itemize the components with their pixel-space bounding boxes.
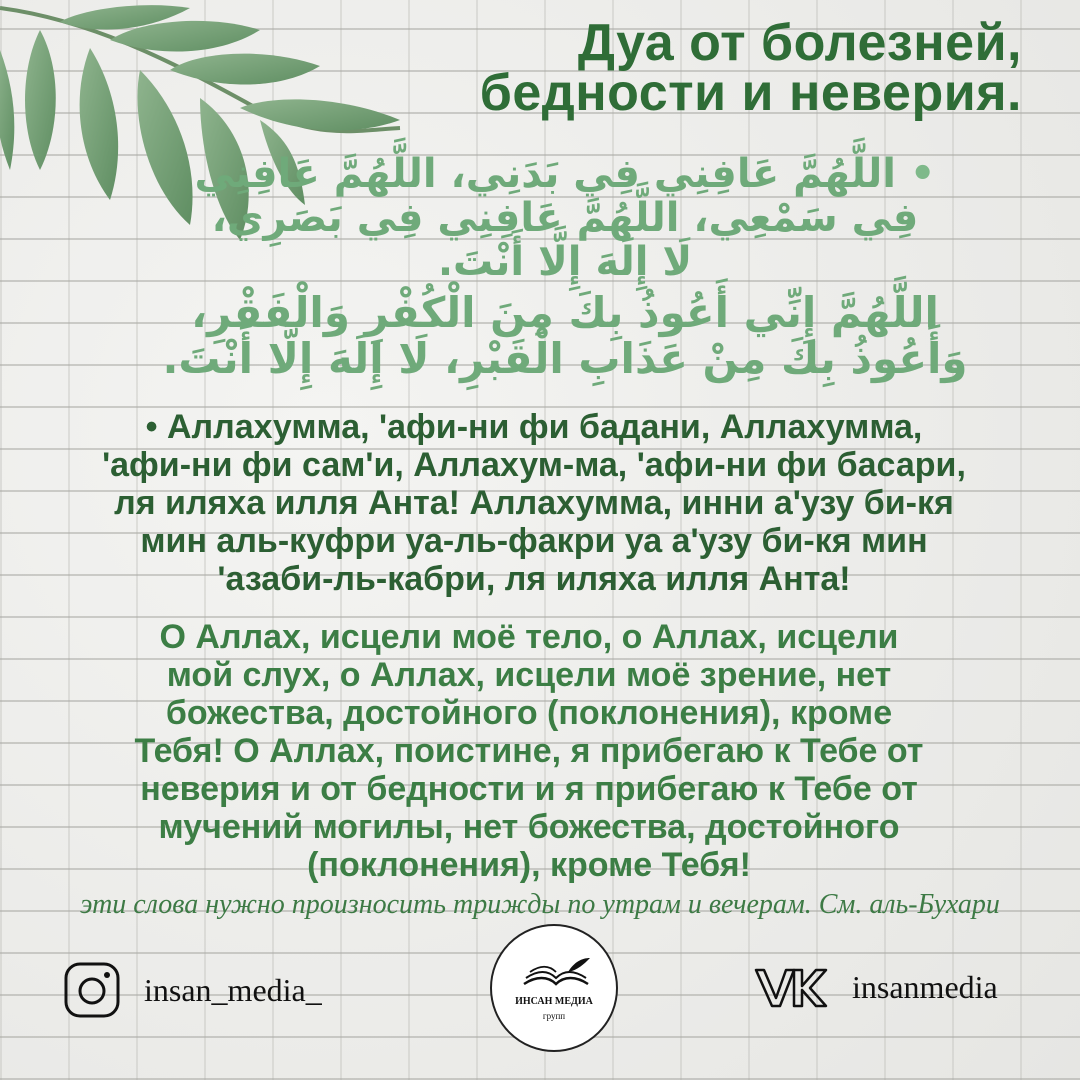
- translation-line-1: О Аллах, исцели моё тело, о Аллах, исцели: [159, 618, 899, 656]
- translation-line-6: мучений могилы, нет божества, достойного: [158, 808, 900, 846]
- logo-name: ИНСАН МЕДИА: [515, 996, 593, 1007]
- arabic-line-2: فِي سَمْعِي، اللَّهُمَّ عَافِنِي فِي بَصَرِي،: [211, 195, 919, 241]
- logo-subtitle: групп: [542, 1011, 566, 1021]
- vk-icon: [752, 962, 830, 1012]
- vk-link[interactable]: [752, 962, 998, 1012]
- arabic-bullet: •: [909, 151, 936, 197]
- brand-logo: [490, 924, 618, 1052]
- arabic-line-5: وَأَعُوذُ بِكَ مِنْ عَذَابِ الْقَبْرِ، لَا إِلَهَ إِلَّا أَنْتَ.: [162, 334, 968, 383]
- translit-line-3: ля иляха илля Анта! Аллахумма, инни а'узу би-кя: [114, 484, 954, 522]
- translation-line-2: мой слух, о Аллах, исцели моё зрение, нет: [166, 656, 892, 694]
- instagram-link[interactable]: [62, 960, 322, 1020]
- translit-line-4: мин аль-куфри уа-ль-факри уа а'узу би-кя мин: [140, 522, 928, 560]
- vk-handle: insanmedia: [852, 968, 998, 1005]
- arabic-line-1: اللَّهُمَّ عَافِنِي فِي بَدَنِي، اللَّهُمَّ عَافِنِي: [194, 151, 896, 197]
- source-note: эти слова нужно произносить трижды по утрам и вечерам. См. аль-Бухари: [80, 889, 1000, 920]
- page-title: [382, 14, 1022, 122]
- arabic-line-4: اللَّهُمَّ إِنِّي أَعُوذُ بِكَ مِنَ الْكُفْرِ وَالْفَقْرِ،: [191, 288, 939, 337]
- translit-line-5: 'азаби-ль-кабри, ля иляха илля Анта!: [217, 560, 851, 598]
- transliteration-block: [24, 408, 1044, 598]
- translation-line-5: неверия и от бедности и я прибегаю к Тебе от: [140, 770, 918, 808]
- arabic-dua-part-2: [100, 290, 1030, 382]
- arabic-dua-part-1: [100, 152, 1030, 284]
- translation-line-3: божества, достойного (поклонения), кроме: [165, 694, 893, 732]
- title-line-2: бедности и неверия.: [479, 64, 1022, 122]
- instagram-handle: insan_media_: [144, 971, 322, 1008]
- arabic-line-3: لَا إِلَهَ إِلَّا أَنْتَ.: [437, 239, 693, 285]
- title-line-1: Дуа от болезней,: [577, 14, 1022, 72]
- book-icon: [520, 956, 592, 990]
- translation-block: [24, 618, 1034, 884]
- instagram-icon: [62, 960, 122, 1020]
- translit-line-2: 'афи-ни фи сам'и, Аллахум-ма, 'афи-ни фи басари,: [102, 446, 966, 484]
- translation-line-7: (поклонения), кроме Тебя!: [307, 846, 751, 884]
- translit-line-1: • Аллахумма, 'афи-ни фи бадани, Аллахумма,: [145, 408, 923, 446]
- translation-line-4: Тебя! О Аллах, поистине, я прибегаю к Тебе от: [134, 732, 924, 770]
